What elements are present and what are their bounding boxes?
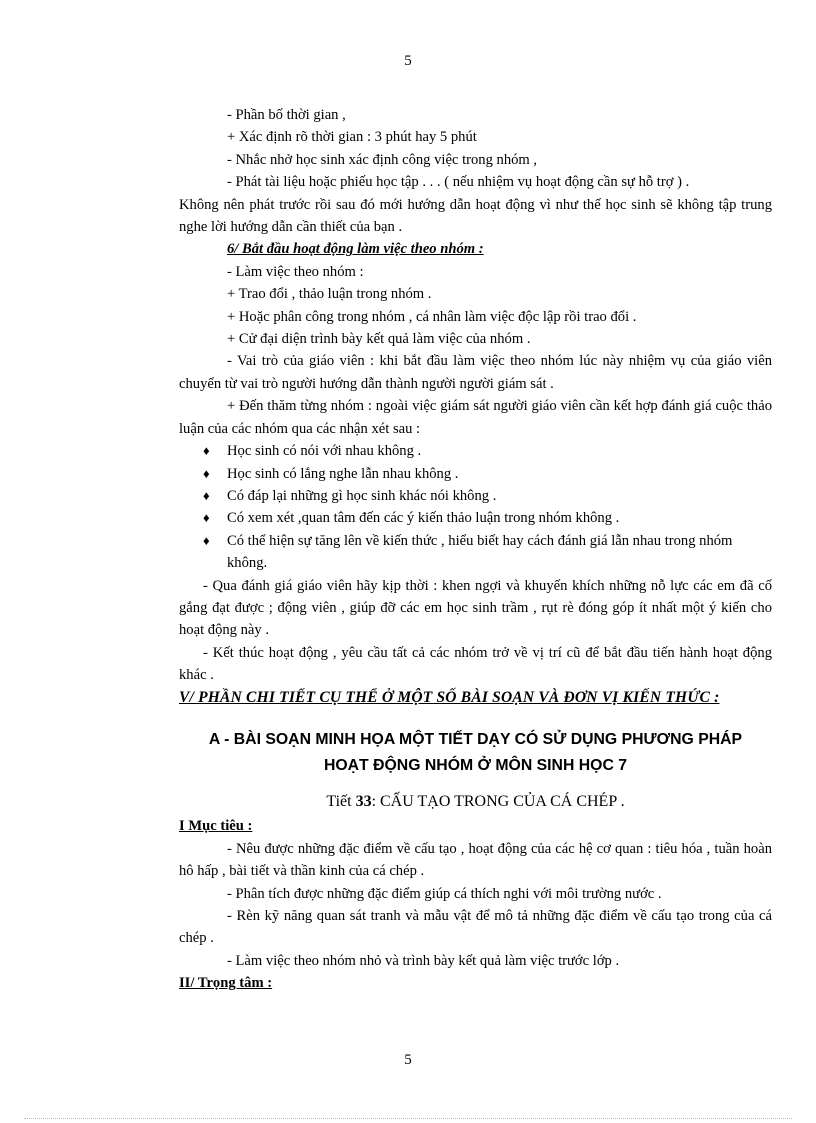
list-item: ♦ Có đáp lại những gì học sinh khác nói không . (179, 485, 772, 507)
diamond-bullet-icon: ♦ (203, 443, 210, 459)
text-line: - Nhắc nhở học sinh xác định công việc trong nhóm , (227, 151, 538, 168)
text-line: - Làm việc theo nhóm : (227, 263, 364, 280)
list-item: ♦ Học sinh có lắng nghe lẫn nhau không . (179, 463, 772, 485)
list-item: ♦ Học sinh có nói với nhau không . (179, 440, 772, 462)
page-number-bottom: 5 (404, 1052, 412, 1068)
text-line: - Phát tài liệu hoặc phiếu học tập . . . ( nếu nhiệm vụ hoạt động cần sự hỗ trợ ) . (227, 174, 690, 191)
text-line: + Cử đại diện trình bày kết quả làm việc của nhóm . (227, 331, 531, 348)
lesson-title: Tiết 33: CẤU TẠO TRONG CỦA CÁ CHÉP . (326, 792, 625, 810)
heading-trong-tam: II/ Trọng tâm : (179, 975, 273, 992)
text-line: - Phân tích được những đặc điểm giúp cá thích nghi với môi trường nước . (227, 885, 662, 902)
text-line: + Xác định rõ thời gian : 3 phút hay 5 phút (227, 129, 477, 146)
section-heading-6: 6/ Bắt đầu hoạt động làm việc theo nhóm : (227, 241, 484, 258)
text-line: + Trao đổi , thảo luận trong nhóm . (227, 286, 432, 303)
bullet-list (179, 440, 772, 574)
paragraph: + Đến thăm từng nhóm : ngoài việc giám sát người giáo viên cần kết hợp đánh giá cuộc thảo luận của các nhóm qua các nhận xét sau : (179, 398, 772, 437)
page-number-top: 5 (404, 53, 412, 69)
text-line: - Phần bố thời gian , (227, 107, 346, 123)
list-item: ♦ Có thể hiện sự tăng lên về kiến thức , hiểu biết hay cách đánh giá lẫn nhau trong nhóm không. (179, 530, 772, 575)
heading-muc-tieu: I Mục tiêu : (179, 818, 253, 835)
paragraph: - Nêu được những đặc điểm về cấu tạo , hoạt động của các hệ cơ quan : tiêu hóa , tuần hoàn hô hấp , bài tiết và thần kinh của cá chép . (179, 840, 772, 880)
paragraph: - Qua đánh giá giáo viên hãy kịp thời : khen ngợi và khuyến khích những nỗ lực các em đã cố gắng đạt được ; động viên , giúp đỡ các em học sinh trầm , rụt rè đóng góp ít nhất một ý kiến cho hoạt động này . (179, 577, 772, 639)
diamond-bullet-icon: ♦ (203, 532, 210, 548)
diamond-bullet-icon: ♦ (203, 487, 210, 503)
section-heading-a-line2: HOẠT ĐỘNG NHÓM Ở MÔN SINH HỌC 7 (323, 756, 628, 774)
text-line: + Hoặc phân công trong nhóm , cá nhân làm việc độc lập rồi trao đổi . (227, 308, 637, 325)
section-heading-a (169, 727, 782, 779)
paragraph: Không nên phát trước rồi sau đó mới hướng dẫn hoạt động vì như thế học sinh sẽ không tập trung nghe lời hướng dẫn cần thiết của bạn . (179, 196, 772, 236)
paragraph: - Vai trò của giáo viên : khi bắt đầu làm việc theo nhóm lúc này nhiệm vụ của giáo viên chuyển từ vai trò người hướng dẫn thành người người giám sát . (179, 353, 772, 392)
list-item: ♦ Có xem xét ,quan tâm đến các ý kiến thảo luận trong nhóm không . (179, 507, 772, 529)
paragraph: - Kết thúc hoạt động , yêu cầu tất cả các nhóm trở về vị trí cũ để bắt đầu tiến hành hoạt động khác . (179, 644, 772, 684)
paragraph: - Rèn kỹ năng quan sát tranh và mẫu vật để mô tả những đặc điểm về cấu tạo trong của cá chép . (179, 908, 772, 947)
diamond-bullet-icon: ♦ (203, 465, 210, 481)
page-divider (24, 1118, 792, 1119)
section-heading-a-line1: A - BÀI SOẠN MINH HỌA MỘT TIẾT DẠY CÓ SỬ DỤNG PHƯƠNG PHÁP (208, 730, 743, 748)
document-body (179, 104, 772, 995)
section-heading-v: V/ PHẦN CHI TIẾT CỤ THỂ Ở MỘT SỐ BÀI SOẠN VÀ ĐƠN VỊ KIẾN THỨC : (179, 688, 720, 706)
text-line: - Làm việc theo nhóm nhỏ và trình bày kết quả làm việc trước lớp . (227, 952, 620, 969)
diamond-bullet-icon: ♦ (203, 510, 210, 526)
